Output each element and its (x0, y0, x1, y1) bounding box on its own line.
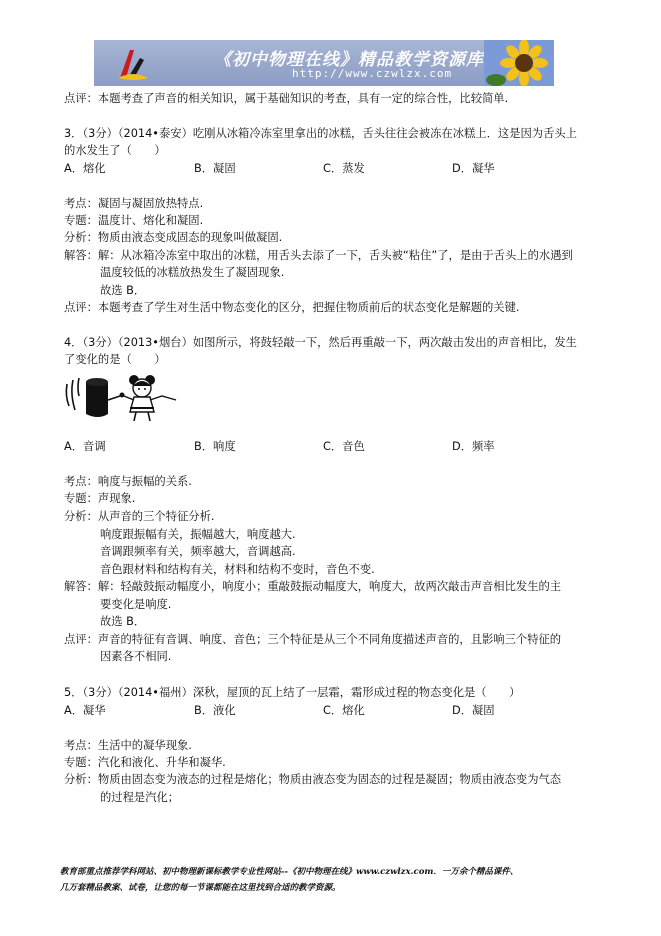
q5-fenxi (64, 771, 561, 788)
q3-option-b: B．凝固 (194, 162, 236, 175)
value: 汽化和液化、升华和凝华. (97, 756, 226, 769)
drum-girl-figure (64, 374, 184, 422)
q3-kaodian (64, 195, 203, 212)
q5-option-a: A．凝华 (64, 704, 106, 717)
q4-jieda-line2: 要变化是响度. (100, 598, 172, 611)
label: 考点： (64, 475, 98, 488)
q3-stem-line2: 的水发生了（ ） (64, 144, 166, 157)
label: 点评： (64, 301, 98, 314)
q3-jieda (64, 247, 573, 264)
label: 分析： (64, 510, 98, 523)
label: 专题： (64, 214, 98, 227)
q5-zhuanti (64, 754, 226, 771)
value: 从声音的三个特征分析. (97, 510, 215, 523)
label: 专题： (64, 492, 98, 505)
q3-stem-line1: 3．（3分）（2014•泰安）吃刚从冰箱冷冻室里拿出的冰糕，舌头往往会被冻在冰糕上．这是因为舌头上 (64, 127, 577, 140)
label: 分析： (64, 231, 98, 244)
logo-icon (116, 44, 150, 82)
q4-option-a: A．音调 (64, 440, 106, 453)
q5-option-c: C．熔化 (323, 704, 365, 717)
value: 物质由液态变成固态的现象叫做凝固. (97, 231, 283, 244)
banner-title: 《初中物理在线》精品教学资源库 (214, 50, 484, 70)
label: 分析： (64, 773, 98, 786)
q3-jieda-line3: 故选 B． (100, 284, 146, 297)
q4-options (64, 438, 604, 455)
q4-jieda-line3: 故选 B． (100, 615, 146, 628)
q4-kaodian (64, 473, 192, 490)
label: 考点： (64, 739, 98, 752)
q2-comment (64, 90, 508, 107)
q4-option-c: C．音色 (323, 440, 365, 453)
q4-option-b: B．响度 (194, 440, 236, 453)
q5-option-b: B．液化 (194, 704, 236, 717)
footer-line1: 教育部重点推荐学科网站、初中物理新课标教学专业性网站--《初中物理在线》www.czwlzx.com．一万余个精品课件、 (60, 867, 519, 877)
q5-fenxi-line2: 的过程是汽化； (100, 791, 180, 804)
q3-options (64, 160, 604, 177)
value: 解：从冰箱冷冻室中取出的冰糕，用舌头去添了一下，舌头被“粘住”了，是由于舌头上的水遇到 (97, 249, 573, 262)
value: 生活中的凝华现象. (97, 739, 192, 752)
q4-option-d: D．频率 (452, 440, 495, 453)
page-footer (60, 864, 605, 896)
q3-dianping (64, 299, 520, 316)
q5-kaodian (64, 737, 192, 754)
q4-dianping (64, 631, 561, 648)
q3-option-c: C．蒸发 (323, 162, 365, 175)
q3-jieda-line2: 温度较低的冰糕放热发生了凝固现象. (100, 266, 285, 279)
q4-dianping-line2: 因素各不相同. (100, 650, 172, 663)
q4-fenxi-line4: 音色跟材料和结构有关，材料和结构不变时，音色不变. (100, 563, 375, 576)
value: 温度计、熔化和凝固. (97, 214, 204, 227)
q4-zhuanti (64, 490, 135, 507)
q5-options (64, 702, 604, 719)
q3-zhuanti (64, 212, 203, 229)
q4-stem-line1: 4．（3分）（2013•烟台）如图所示，将鼓轻敲一下，然后再重敲一下，两次敲击发出的声音相比，发生 (64, 336, 577, 349)
q3-fenxi (64, 229, 282, 246)
q2-comment-label: 点评： (64, 92, 98, 105)
label: 专题： (64, 756, 98, 769)
value: 声音的特征有音调、响度、音色；三个特征是从三个不同角度描述声音的，且影响三个特征的 (97, 633, 562, 646)
header-banner (94, 40, 554, 86)
q3-option-a: A．熔化 (64, 162, 106, 175)
q4-fenxi (64, 508, 214, 525)
q5-stem-line1: 5．（3分）（2014•福州）深秋，屋顶的瓦上结了一层霜，霜形成过程的物态变化是（ ） (64, 686, 521, 699)
banner-url: http://www.czwlzx.com (292, 67, 453, 80)
q5-option-d: D．凝固 (452, 704, 495, 717)
value: 本题考查了学生对生活中物态变化的区分，把握住物质前后的状态变化是解题的关键. (97, 301, 520, 314)
q4-jieda (64, 578, 561, 595)
footer-line2: 几万套精品教案、试卷，让您的每一节课都能在这里找到合适的教学资源。 (60, 883, 341, 893)
sunflower-image (484, 40, 554, 86)
label: 点评： (64, 633, 98, 646)
q3-option-d: D．凝华 (452, 162, 495, 175)
value: 物质由固态变为液态的过程是熔化；物质由液态变为固态的过程是凝固；物质由液态变为气态 (97, 773, 562, 786)
q2-comment-text: 本题考查了声音的相关知识，属于基础知识的考查，具有一定的综合性，比较简单. (97, 92, 509, 105)
label: 解答： (64, 249, 98, 262)
value: 声现象. (97, 492, 136, 505)
value: 响度与振幅的关系. (97, 475, 192, 488)
value: 凝固与凝固放热特点. (97, 197, 204, 210)
q4-fenxi-line2: 响度跟振幅有关，振幅越大，响度越大. (100, 528, 296, 541)
label: 解答： (64, 580, 98, 593)
label: 考点： (64, 197, 98, 210)
q4-fenxi-line3: 音调跟频率有关，频率越大，音调越高. (100, 545, 296, 558)
q4-stem-line2: 了变化的是（ ） (64, 353, 166, 366)
value: 解：轻敲鼓振动幅度小，响度小；重敲鼓振动幅度大，响度大，故两次敲击声音相比发生的主 (97, 580, 562, 593)
